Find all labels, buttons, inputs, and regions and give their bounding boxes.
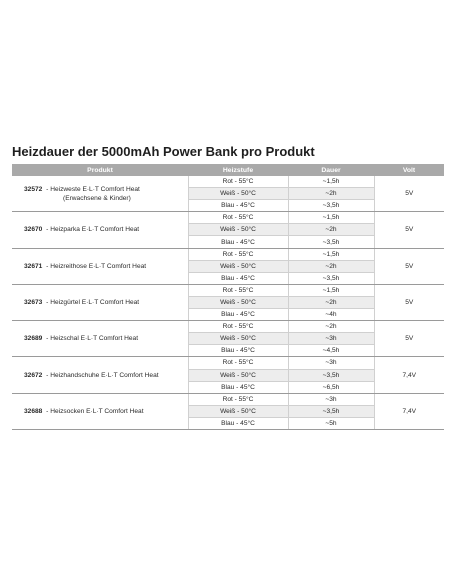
product-name: Heizparka E·L·T Comfort Heat — [50, 226, 140, 234]
table-row — [12, 284, 444, 296]
product-group — [12, 357, 444, 393]
product-name: Heizgürtel E·L·T Comfort Heat — [50, 298, 140, 306]
duration-cell: ~3,5h — [288, 272, 374, 284]
table-row — [12, 393, 444, 405]
product-group — [12, 248, 444, 284]
level-cell: Rot - 55°C — [188, 248, 288, 260]
duration-cell: ~3h — [288, 393, 374, 405]
duration-cell: ~2h — [288, 260, 374, 272]
duration-cell: ~2h — [288, 296, 374, 308]
duration-cell: ~3,5h — [288, 236, 374, 248]
level-cell: Blau - 45°C — [188, 272, 288, 284]
level-cell: Blau - 45°C — [188, 381, 288, 393]
level-cell: Rot - 55°C — [188, 212, 288, 224]
duration-cell: ~3h — [288, 333, 374, 345]
level-cell: Rot - 55°C — [188, 284, 288, 296]
table-header-row — [12, 164, 444, 176]
volt-cell: 7,4V — [374, 393, 444, 429]
product-cell: 32688 - Heizsocken E·L·T Comfort Heat — [12, 393, 188, 429]
volt-cell: 5V — [374, 176, 444, 212]
column-header-level: Heizstufe — [188, 164, 288, 176]
product-name: Heizsocken E·L·T Comfort Heat — [50, 407, 144, 415]
product-group — [12, 393, 444, 429]
heating-duration-table — [12, 164, 444, 430]
level-cell: Blau - 45°C — [188, 417, 288, 429]
table-row — [12, 176, 444, 188]
duration-cell: ~3,5h — [288, 200, 374, 212]
column-header-volt: Volt — [374, 164, 444, 176]
level-cell: Weiß - 50°C — [188, 260, 288, 272]
volt-cell: 5V — [374, 248, 444, 284]
product-group — [12, 176, 444, 212]
product-name: Heizhandschuhe E·L·T Comfort Heat — [50, 371, 159, 379]
level-cell: Blau - 45°C — [188, 200, 288, 212]
product-number: 32688 — [24, 407, 43, 415]
product-cell: 32689 - Heizschal E·L·T Comfort Heat — [12, 321, 188, 357]
product-cell: 32572 - Heizweste E·L·T Comfort Heat (Erwachsene & Kinder) — [12, 176, 188, 212]
product-group — [12, 212, 444, 248]
duration-cell: ~2h — [288, 224, 374, 236]
page-title: Heizdauer der 5000mAh Power Bank pro Produkt — [12, 144, 315, 159]
volt-cell: 5V — [374, 284, 444, 320]
duration-cell: ~3,5h — [288, 369, 374, 381]
product-name-line2: (Erwachsene & Kinder) — [63, 194, 131, 202]
volt-cell: 7,4V — [374, 357, 444, 393]
level-cell: Rot - 55°C — [188, 357, 288, 369]
product-number: 32670 — [24, 226, 43, 234]
level-cell: Rot - 55°C — [188, 321, 288, 333]
level-cell: Rot - 55°C — [188, 393, 288, 405]
product-cell: 32673 - Heizgürtel E·L·T Comfort Heat — [12, 284, 188, 320]
level-cell: Weiß - 50°C — [188, 224, 288, 236]
level-cell: Weiß - 50°C — [188, 296, 288, 308]
volt-cell: 5V — [374, 321, 444, 357]
level-cell: Rot - 55°C — [188, 176, 288, 188]
volt-cell: 5V — [374, 212, 444, 248]
level-cell: Blau - 45°C — [188, 345, 288, 357]
duration-cell: ~4h — [288, 309, 374, 321]
duration-cell: ~2h — [288, 188, 374, 200]
column-header-duration: Dauer — [288, 164, 374, 176]
duration-cell: ~6,5h — [288, 381, 374, 393]
level-cell: Weiß - 50°C — [188, 369, 288, 381]
product-name: Heizreithose E·L·T Comfort Heat — [50, 262, 147, 270]
product-group — [12, 321, 444, 357]
table-row — [12, 248, 444, 260]
duration-cell: ~1,5h — [288, 212, 374, 224]
product-cell: 32671 - Heizreithose E·L·T Comfort Heat — [12, 248, 188, 284]
product-number: 32689 — [24, 335, 43, 343]
product-number: 32672 — [24, 371, 43, 379]
product-cell: 32672 - Heizhandschuhe E·L·T Comfort Heat — [12, 357, 188, 393]
table-row — [12, 321, 444, 333]
duration-cell: ~3h — [288, 357, 374, 369]
product-number: 32673 — [24, 298, 43, 306]
level-cell: Weiß - 50°C — [188, 405, 288, 417]
duration-cell: ~4,5h — [288, 345, 374, 357]
table-row — [12, 212, 444, 224]
product-cell: 32670 - Heizparka E·L·T Comfort Heat — [12, 212, 188, 248]
duration-cell: ~5h — [288, 417, 374, 429]
level-cell: Weiß - 50°C — [188, 333, 288, 345]
duration-cell: ~2h — [288, 321, 374, 333]
level-cell: Blau - 45°C — [188, 309, 288, 321]
duration-cell: ~3,5h — [288, 405, 374, 417]
product-number: 32671 — [24, 262, 43, 270]
product-name: Heizschal E·L·T Comfort Heat — [50, 335, 139, 343]
duration-cell: ~1,5h — [288, 248, 374, 260]
level-cell: Weiß - 50°C — [188, 188, 288, 200]
product-group — [12, 284, 444, 320]
product-number: 32572 — [24, 185, 43, 193]
level-cell: Blau - 45°C — [188, 236, 288, 248]
table-row — [12, 357, 444, 369]
column-header-product: Produkt — [12, 164, 188, 176]
duration-cell: ~1,5h — [288, 284, 374, 296]
duration-cell: ~1,5h — [288, 176, 374, 188]
product-name: Heizweste E·L·T Comfort Heat — [50, 185, 140, 193]
